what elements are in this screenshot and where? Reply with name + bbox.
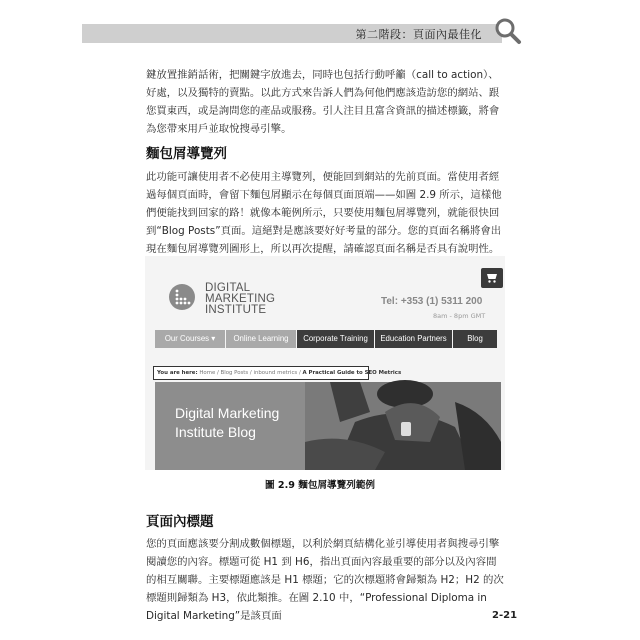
figure-website-screenshot: [145, 256, 505, 470]
dmi-logo-icon: [169, 284, 195, 310]
nav-education-partners: Education Partners: [375, 330, 452, 348]
cart-button: [481, 268, 503, 288]
site-navigation: [155, 330, 498, 348]
cart-icon: [481, 268, 503, 288]
logo-line-2: MARKETING: [205, 293, 276, 305]
breadcrumb-paragraph: 此功能可讓使用者不必使用主導覽列，便能回到網站的先前頁面。當使用者經過每個頁面時，會留下麵包屑顯示在每個頁面頂端——如圖 2.9 所示，這樣他們便能找到回家的路！就像本範例所示，只要使用麵包屑導覽列，就能很快回到“Blog Posts”頁面。這絕對是應該要好好考量的部分。您的頁面名稱將會出現在麵包屑導覽列圖形上，所以再次提醒，請確認頁面名稱是否具有說明性。: [146, 171, 502, 255]
blog-hero-banner: [155, 382, 501, 470]
hero-title: [175, 404, 279, 442]
logo-line-1: DIGITAL: [205, 282, 251, 294]
office-hours: 8am - 8pm GMT: [433, 312, 486, 320]
page-headings-paragraph: 您的頁面應該要分割成數個標題，以利於網頁結構化並引導使用者與搜尋引擎閱讀您的內容。標題可從 H1 到 H6，指出頁面內容最重要的部分以及內容間的相互關聯。主要標題應該是 H1 標題；它的次標題將會歸類為 H2；H2 的次標題則歸類為 H3，依此類推。在圖 2.10 中，“Professional Diploma in Digital Marketing”是該頁面: [146, 538, 504, 622]
breadcrumb-path: Home / Blog Posts / inbound metrics /: [199, 370, 301, 376]
nav-online-learning: Online Learning: [226, 330, 296, 348]
breadcrumb-prefix: You are here:: [157, 370, 198, 376]
nav-corporate-training: Corporate Training: [297, 330, 374, 348]
intro-paragraph: 鍵放置推銷話術，把關鍵字放進去，同時也包括行動呼籲（call to action）、好處，以及獨特的賣點。以此方式來告訴人們為何他們應該造訪您的網站、跟您買東西，或是詢問您的產品或服務。引人注目且富含資訊的描述標籤，將會為您帶來用戶並取悅搜尋引擎。: [146, 69, 500, 135]
breadcrumb-heading: 麵包屑導覽列: [146, 146, 227, 162]
figure-caption: 圖 2.9 麵包屑導覽列範例: [264, 480, 376, 491]
hero-title-line-2: Institute Blog: [175, 424, 256, 440]
dmi-logo-text: [205, 283, 275, 316]
breadcrumb-example: [153, 366, 402, 380]
section-title: 第二階段：頁面內最佳化: [355, 28, 482, 41]
logo-line-3: INSTITUTE: [205, 304, 267, 316]
hero-title-line-1: Digital Marketing: [175, 405, 280, 421]
page-headings-heading: 頁面內標題: [146, 514, 214, 530]
phone-number: Tel: +353 (1) 5311 200: [381, 296, 483, 307]
breadcrumb-current: A Practical Guide to SEO Metrics: [302, 370, 402, 376]
page-number: 2-21: [492, 610, 518, 621]
nav-our-courses: Our Courses ▾: [155, 330, 225, 348]
nav-blog: Blog: [453, 330, 497, 348]
magnifier-icon: [494, 17, 522, 45]
